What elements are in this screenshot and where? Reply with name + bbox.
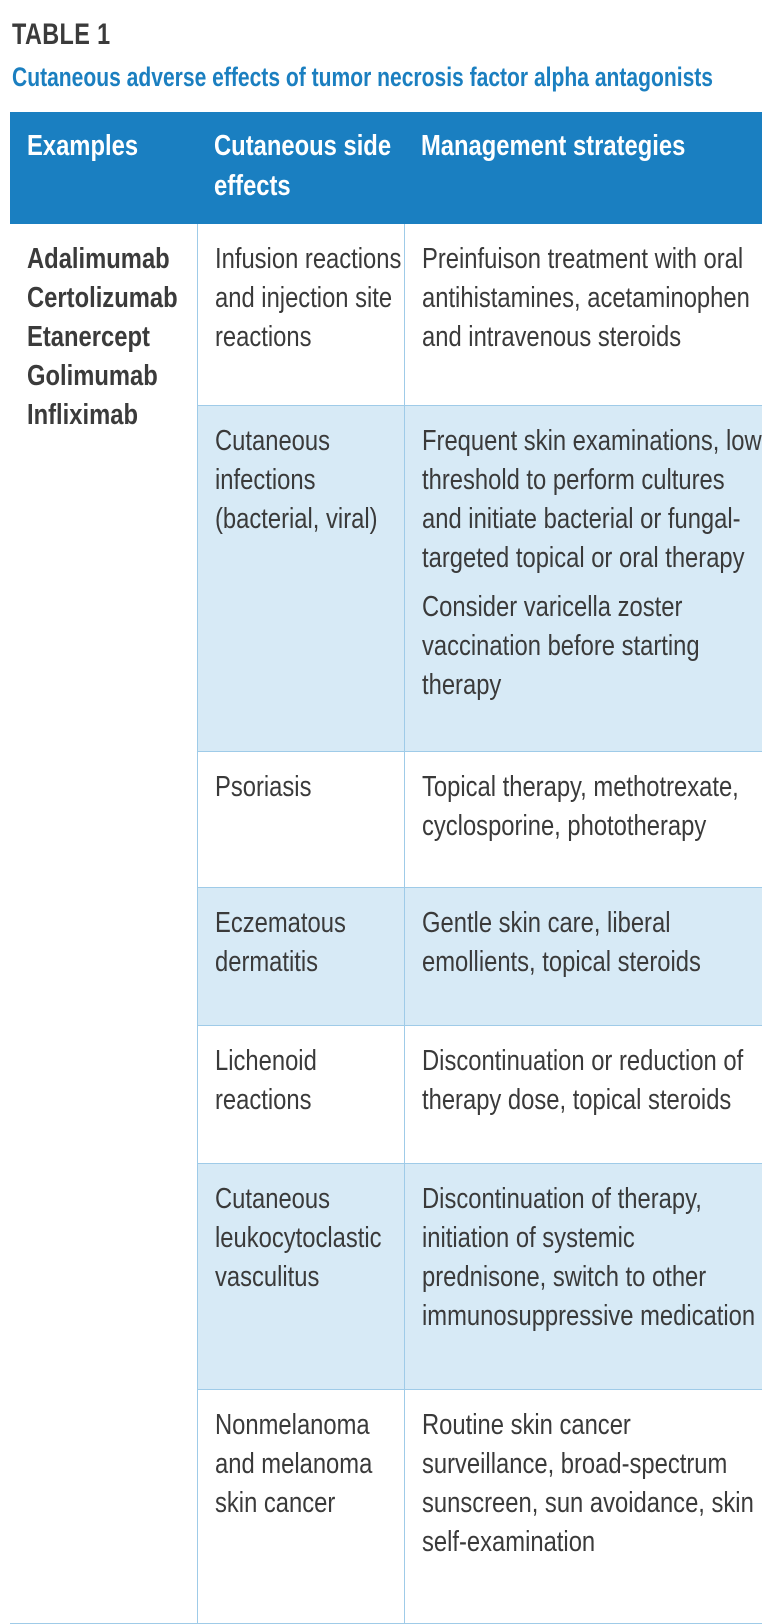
drug-name: Certolizumab	[27, 282, 178, 314]
header-management: Management strategies	[404, 112, 762, 223]
examples-cell	[10, 223, 197, 1623]
strategy-cell: Frequent skin examinations, low threshold to perform cultures and initiate bacterial or fungal-targeted topical or oral therapy Consider varicella zoster vaccination before starting therapy	[404, 405, 762, 751]
strategy-cell: Discontinuation or reduction of therapy dose, topical steroids	[404, 1025, 762, 1163]
header-examples: Examples	[10, 112, 197, 223]
side-effect-cell: Infusion reactions and injection site reactions	[197, 223, 404, 405]
table-row	[10, 223, 762, 405]
strategy-cell: Discontinuation of therapy, initiation of systemic prednisone, switch to other immunosuppressive medication	[404, 1163, 762, 1389]
strategy-cell: Routine skin cancer surveillance, broad-spectrum sunscreen, sun avoidance, skin self-examination	[404, 1389, 762, 1623]
drug-name: Infliximab	[27, 399, 138, 431]
table-title: Cutaneous adverse effects of tumor necrosis factor alpha antagonists	[12, 62, 714, 92]
side-effect-cell: Cutaneous infections (bacterial, viral)	[197, 405, 404, 751]
side-effect-cell: Nonmelanoma and melanoma skin cancer	[197, 1389, 404, 1623]
side-effect-cell: Eczematous dermatitis	[197, 887, 404, 1025]
drug-name: Etanercept	[27, 321, 150, 353]
strategy-cell: Gentle skin care, liberal emollients, topical steroids	[404, 887, 762, 1025]
side-effect-cell: Lichenoid reactions	[197, 1025, 404, 1163]
strategy-cell: Preinfuison treatment with oral antihistamines, acetaminophen and intravenous steroids	[404, 223, 762, 405]
table-header-row	[10, 112, 762, 223]
side-effect-cell: Psoriasis	[197, 751, 404, 887]
adverse-effects-table	[10, 112, 762, 1624]
drug-name: Adalimumab	[27, 243, 170, 275]
drug-name: Golimumab	[27, 360, 158, 392]
strategy-cell: Topical therapy, methotrexate, cyclosporine, phototherapy	[404, 751, 762, 887]
table-label: TABLE 1	[12, 18, 111, 51]
side-effect-cell: Cutaneous leukocytoclastic vasculitus	[197, 1163, 404, 1389]
header-side-effects: Cutaneous side effects	[197, 112, 404, 223]
